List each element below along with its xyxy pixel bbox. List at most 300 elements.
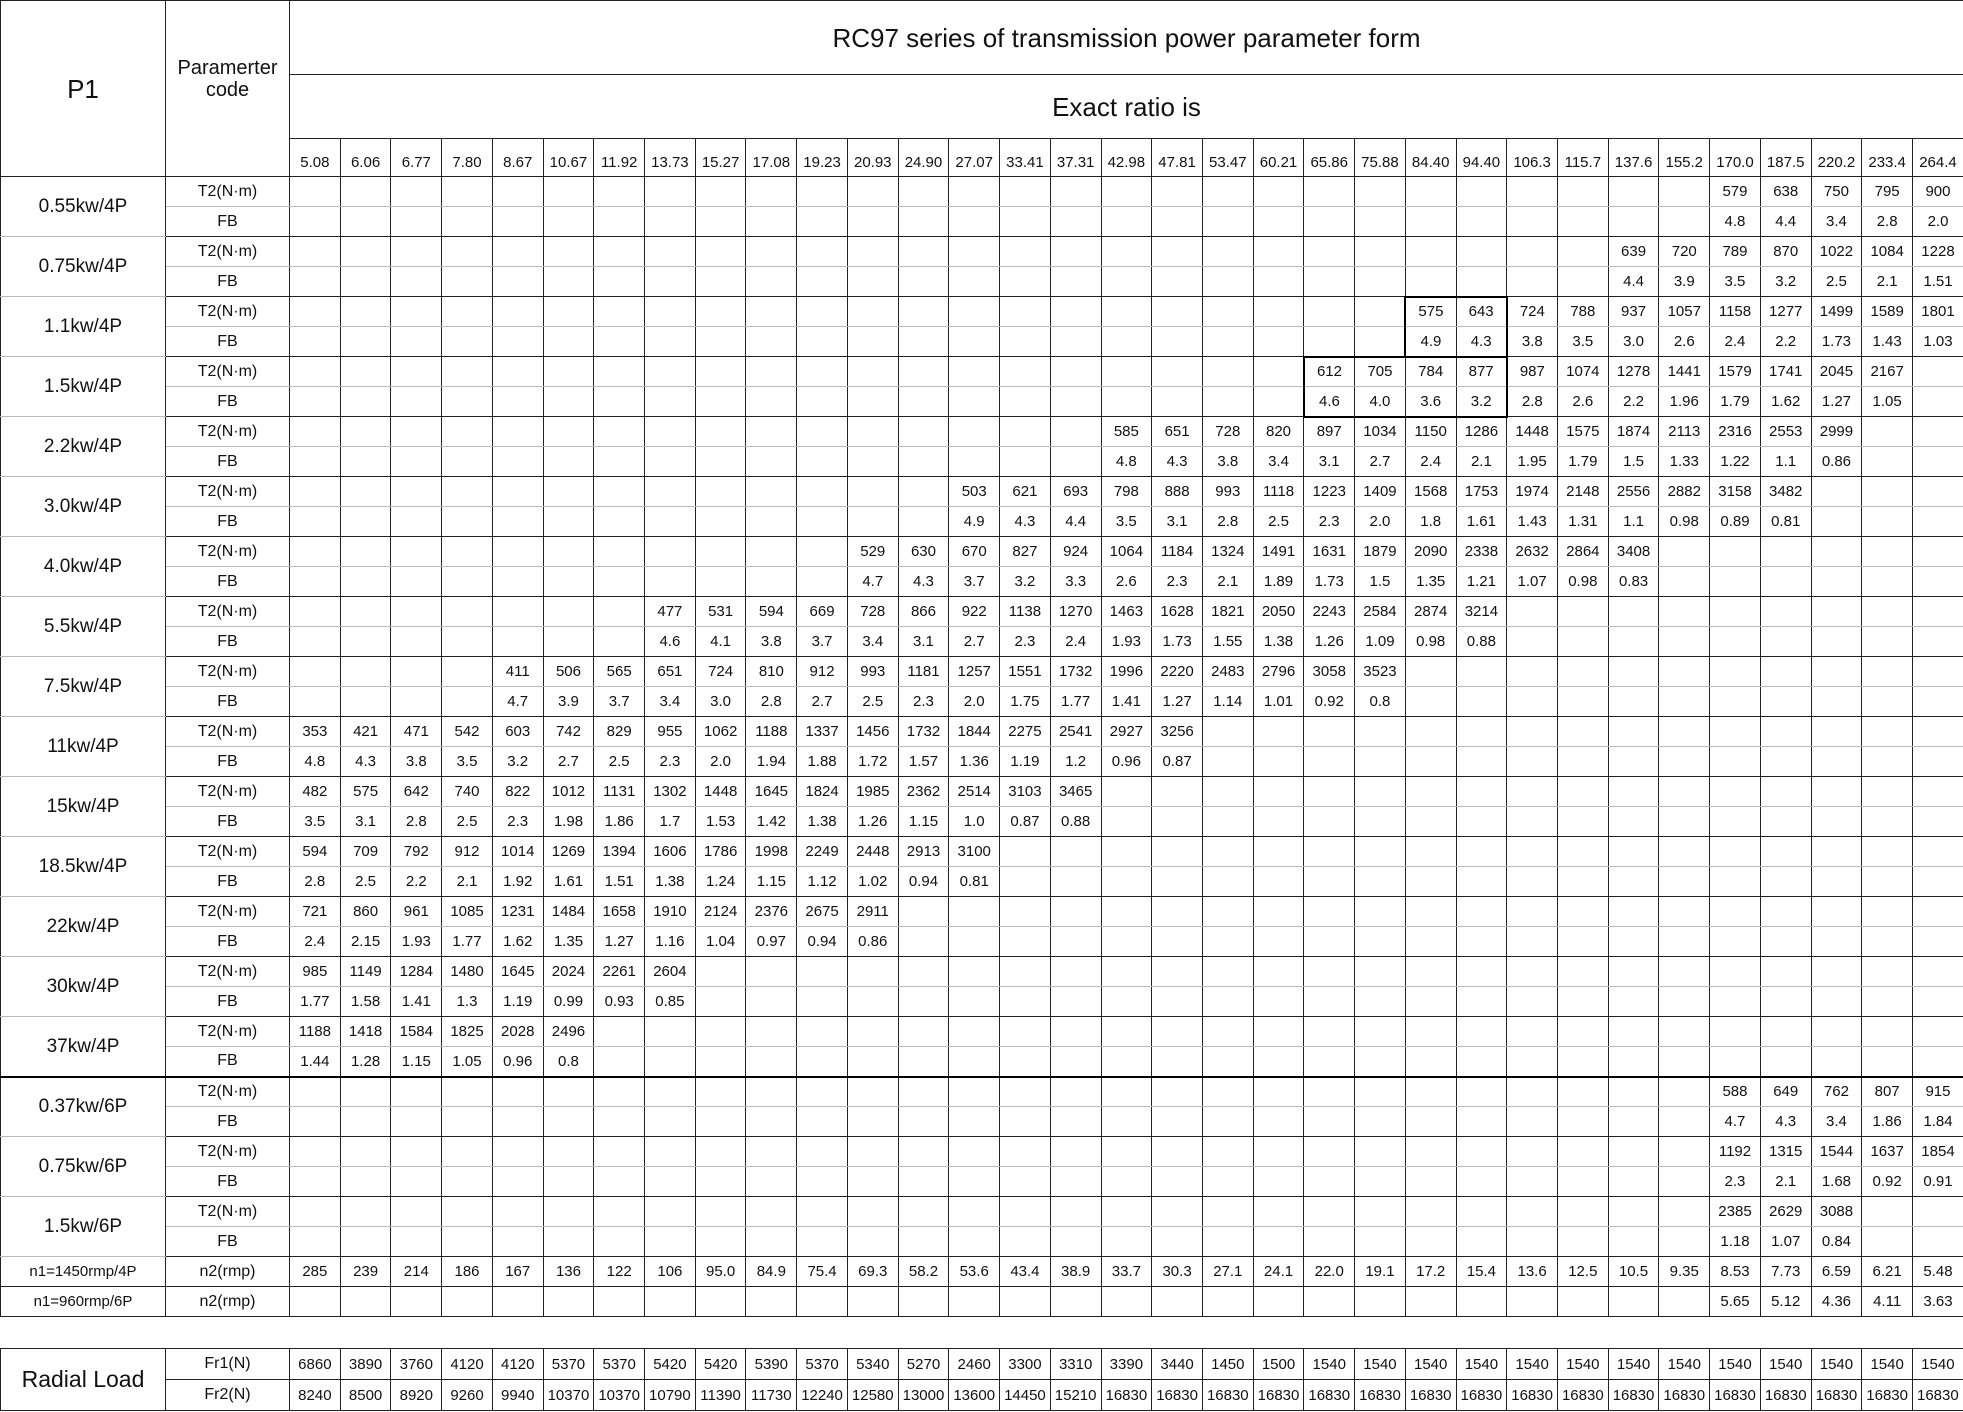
value-cell: 0.88 (1456, 627, 1507, 657)
value-cell: 353 (290, 717, 341, 747)
empty-cell (1000, 1227, 1051, 1257)
value-cell: 3.6 (1405, 387, 1456, 417)
empty-cell (898, 327, 949, 357)
empty-cell (1608, 777, 1659, 807)
value-cell: 750 (1811, 177, 1862, 207)
value-cell: 0.96 (1101, 747, 1152, 777)
empty-cell (1507, 897, 1558, 927)
empty-cell (1659, 1137, 1710, 1167)
empty-cell (1456, 1227, 1507, 1257)
value-cell: 477 (645, 597, 696, 627)
value-cell: 3.0 (695, 687, 746, 717)
empty-cell (1557, 627, 1608, 657)
value-cell: 0.92 (1862, 1167, 1913, 1197)
value-cell: 642 (391, 777, 442, 807)
empty-cell (1456, 987, 1507, 1017)
empty-cell (1202, 1227, 1253, 1257)
empty-cell (1000, 1287, 1051, 1317)
value-cell: 16830 (1304, 1380, 1355, 1411)
empty-cell (695, 237, 746, 267)
empty-cell (1710, 867, 1761, 897)
empty-cell (1405, 207, 1456, 237)
empty-cell (1355, 837, 1406, 867)
value-cell: 6.59 (1811, 1257, 1862, 1287)
empty-cell (1050, 327, 1101, 357)
value-cell: 1.26 (847, 807, 898, 837)
empty-cell (645, 1287, 696, 1317)
empty-cell (645, 417, 696, 447)
empty-cell (594, 1077, 645, 1107)
parameter-code: T2(N·m) (166, 657, 290, 687)
value-cell: 1540 (1405, 1349, 1456, 1380)
value-cell: 2.7 (949, 627, 1000, 657)
empty-cell (1456, 867, 1507, 897)
empty-cell (1050, 357, 1101, 387)
empty-cell (1760, 927, 1811, 957)
value-cell: 1540 (1862, 1349, 1913, 1380)
empty-cell (1811, 867, 1862, 897)
value-cell: 0.86 (847, 927, 898, 957)
empty-cell (1608, 867, 1659, 897)
value-cell: 69.3 (847, 1257, 898, 1287)
value-cell: 3.1 (898, 627, 949, 657)
empty-cell (1000, 237, 1051, 267)
empty-cell (1760, 1017, 1811, 1047)
empty-cell (746, 357, 797, 387)
empty-cell (442, 267, 493, 297)
value-cell: 1181 (898, 657, 949, 687)
value-cell: 2.3 (1710, 1167, 1761, 1197)
empty-cell (340, 1287, 391, 1317)
value-cell: 1315 (1760, 1137, 1811, 1167)
empty-cell (1355, 1197, 1406, 1227)
empty-cell (340, 1077, 391, 1107)
empty-cell (1862, 447, 1913, 477)
ratio-header-cell: 24.90 (898, 139, 949, 177)
torque-row (1, 597, 1963, 627)
radial-load-table (0, 1348, 1963, 1411)
value-cell: 1874 (1608, 417, 1659, 447)
empty-cell (1253, 717, 1304, 747)
empty-cell (746, 207, 797, 237)
value-cell: 1.5 (1355, 567, 1406, 597)
value-cell: 0.85 (645, 987, 696, 1017)
empty-cell (1760, 687, 1811, 717)
empty-cell (1355, 327, 1406, 357)
empty-cell (847, 1197, 898, 1227)
empty-cell (1050, 1137, 1101, 1167)
empty-cell (1101, 867, 1152, 897)
parameter-code: T2(N·m) (166, 717, 290, 747)
empty-cell (1913, 597, 1963, 627)
value-cell: 1.41 (1101, 687, 1152, 717)
value-cell: 17.2 (1405, 1257, 1456, 1287)
empty-cell (695, 567, 746, 597)
empty-cell (594, 327, 645, 357)
value-cell: 214 (391, 1257, 442, 1287)
empty-cell (1405, 267, 1456, 297)
empty-cell (442, 1137, 493, 1167)
empty-cell (1405, 1227, 1456, 1257)
empty-cell (949, 417, 1000, 447)
value-cell: 3300 (1000, 1349, 1051, 1380)
empty-cell (1862, 1017, 1913, 1047)
value-cell: 3.8 (746, 627, 797, 657)
empty-cell (543, 477, 594, 507)
empty-cell (1608, 1167, 1659, 1197)
value-cell: 1540 (1913, 1349, 1963, 1380)
empty-cell (290, 627, 341, 657)
value-cell: 2604 (645, 957, 696, 987)
value-cell: 1540 (1355, 1349, 1406, 1380)
empty-cell (1202, 327, 1253, 357)
value-cell: 720 (1659, 237, 1710, 267)
value-cell: 1.12 (797, 867, 848, 897)
empty-cell (1913, 357, 1963, 387)
empty-cell (1050, 417, 1101, 447)
empty-cell (797, 1167, 848, 1197)
value-cell: 649 (1760, 1077, 1811, 1107)
value-cell: 1.88 (797, 747, 848, 777)
ratio-header-cell: 7.80 (442, 139, 493, 177)
value-cell: 1575 (1557, 417, 1608, 447)
empty-cell (1608, 717, 1659, 747)
empty-cell (1152, 237, 1203, 267)
empty-cell (594, 237, 645, 267)
ratio-header-cell: 65.86 (1304, 139, 1355, 177)
empty-cell (898, 507, 949, 537)
value-cell: 16830 (1710, 1380, 1761, 1411)
value-cell: 13000 (898, 1380, 949, 1411)
empty-cell (1659, 987, 1710, 1017)
empty-cell (1101, 357, 1152, 387)
value-cell: 2.1 (1456, 447, 1507, 477)
empty-cell (1862, 747, 1913, 777)
power-label: 0.55kw/4P (1, 177, 166, 237)
value-cell: 3.8 (1507, 327, 1558, 357)
empty-cell (391, 267, 442, 297)
value-cell: 15.4 (1456, 1257, 1507, 1287)
empty-cell (797, 297, 848, 327)
value-cell: 2.3 (1000, 627, 1051, 657)
empty-cell (695, 1077, 746, 1107)
empty-cell (1557, 1017, 1608, 1047)
value-cell: 1228 (1913, 237, 1963, 267)
empty-cell (391, 567, 442, 597)
empty-cell (1050, 1167, 1101, 1197)
empty-cell (1000, 1107, 1051, 1137)
empty-cell (391, 1287, 442, 1317)
value-cell: 2362 (898, 777, 949, 807)
empty-cell (1253, 777, 1304, 807)
value-cell: 3310 (1050, 1349, 1101, 1380)
empty-cell (847, 1047, 898, 1077)
empty-cell (594, 1197, 645, 1227)
value-cell: 84.9 (746, 1257, 797, 1287)
value-cell: 1540 (1507, 1349, 1558, 1380)
empty-cell (1152, 1167, 1203, 1197)
empty-cell (1557, 1047, 1608, 1077)
torque-row (1, 717, 1963, 747)
value-cell: 2514 (949, 777, 1000, 807)
empty-cell (1101, 927, 1152, 957)
power-label: 5.5kw/4P (1, 597, 166, 657)
value-cell: 1.3 (442, 987, 493, 1017)
ratio-header-cell: 8.67 (492, 139, 543, 177)
value-cell: 1192 (1710, 1137, 1761, 1167)
empty-cell (695, 987, 746, 1017)
empty-cell (543, 1167, 594, 1197)
value-cell: 1138 (1000, 597, 1051, 627)
empty-cell (492, 237, 543, 267)
value-cell: 888 (1152, 477, 1203, 507)
empty-cell (290, 567, 341, 597)
empty-cell (391, 297, 442, 327)
value-cell: 1.95 (1507, 447, 1558, 477)
empty-cell (442, 477, 493, 507)
value-cell: 3408 (1608, 537, 1659, 567)
empty-cell (695, 417, 746, 447)
value-cell: 1.77 (290, 987, 341, 1017)
empty-cell (1557, 1287, 1608, 1317)
value-cell: 3058 (1304, 657, 1355, 687)
output-speed-row (1, 1257, 1963, 1287)
parameter-code: T2(N·m) (166, 1137, 290, 1167)
value-cell: 1491 (1253, 537, 1304, 567)
empty-cell (1253, 747, 1304, 777)
empty-cell (594, 1167, 645, 1197)
value-cell: 1.09 (1355, 627, 1406, 657)
service-factor-row (1, 807, 1963, 837)
empty-cell (1253, 1227, 1304, 1257)
empty-cell (1355, 747, 1406, 777)
value-cell: 1014 (492, 837, 543, 867)
ratio-header-cell: 42.98 (1101, 139, 1152, 177)
empty-cell (1913, 897, 1963, 927)
empty-cell (1456, 1017, 1507, 1047)
value-cell: 2.3 (492, 807, 543, 837)
value-cell: 565 (594, 657, 645, 687)
power-label: 15kw/4P (1, 777, 166, 837)
empty-cell (645, 1077, 696, 1107)
empty-cell (1355, 297, 1406, 327)
parameter-code: FB (166, 687, 290, 717)
empty-cell (442, 297, 493, 327)
empty-cell (1913, 927, 1963, 957)
value-cell: 1480 (442, 957, 493, 987)
empty-cell (1101, 1167, 1152, 1197)
empty-cell (543, 1137, 594, 1167)
value-cell: 588 (1710, 1077, 1761, 1107)
value-cell: 0.99 (543, 987, 594, 1017)
value-cell: 3.2 (492, 747, 543, 777)
ratio-header-cell: 33.41 (1000, 139, 1051, 177)
value-cell: 5.12 (1760, 1287, 1811, 1317)
value-cell: 9260 (442, 1380, 493, 1411)
value-cell: 1.8 (1405, 507, 1456, 537)
service-factor-row (1, 747, 1963, 777)
empty-cell (1000, 897, 1051, 927)
empty-cell (949, 177, 1000, 207)
value-cell: 1418 (340, 1017, 391, 1047)
value-cell: 0.83 (1608, 567, 1659, 597)
value-cell: 542 (442, 717, 493, 747)
value-cell: 3.8 (391, 747, 442, 777)
value-cell: 4.4 (1050, 507, 1101, 537)
value-cell: 2.8 (391, 807, 442, 837)
empty-cell (1557, 1107, 1608, 1137)
empty-cell (1862, 597, 1913, 627)
value-cell: 3.4 (645, 687, 696, 717)
empty-cell (1152, 927, 1203, 957)
service-factor-row (1, 567, 1963, 597)
empty-cell (1659, 957, 1710, 987)
empty-cell (1811, 837, 1862, 867)
value-cell: 75.4 (797, 1257, 848, 1287)
empty-cell (797, 237, 848, 267)
empty-cell (1557, 1227, 1608, 1257)
value-cell: 2874 (1405, 597, 1456, 627)
empty-cell (1355, 177, 1406, 207)
value-cell: 3440 (1152, 1349, 1203, 1380)
empty-cell (1760, 627, 1811, 657)
value-cell: 471 (391, 717, 442, 747)
empty-cell (695, 1287, 746, 1317)
empty-cell (1152, 957, 1203, 987)
value-cell: 705 (1355, 357, 1406, 387)
empty-cell (949, 987, 1000, 1017)
empty-cell (1913, 807, 1963, 837)
empty-cell (1253, 237, 1304, 267)
parameter-code: T2(N·m) (166, 777, 290, 807)
empty-cell (543, 447, 594, 477)
empty-cell (442, 1287, 493, 1317)
empty-cell (746, 1197, 797, 1227)
parameter-code: T2(N·m) (166, 597, 290, 627)
empty-cell (391, 1107, 442, 1137)
value-cell: 2124 (695, 897, 746, 927)
value-cell: 2.5 (594, 747, 645, 777)
parameter-code-label: Paramerter code (177, 57, 278, 101)
empty-cell (847, 417, 898, 447)
empty-cell (1202, 897, 1253, 927)
value-cell: 30.3 (1152, 1257, 1203, 1287)
value-cell: 2541 (1050, 717, 1101, 747)
value-cell: 2.3 (645, 747, 696, 777)
value-cell: 1.75 (1000, 687, 1051, 717)
empty-cell (492, 597, 543, 627)
value-cell: 1.89 (1253, 567, 1304, 597)
value-cell: 1284 (391, 957, 442, 987)
empty-cell (1557, 597, 1608, 627)
empty-cell (1456, 1047, 1507, 1077)
empty-cell (1862, 957, 1913, 987)
ratio-header-cell: 11.92 (594, 139, 645, 177)
empty-cell (442, 417, 493, 447)
empty-cell (797, 177, 848, 207)
empty-cell (1202, 717, 1253, 747)
empty-cell (1101, 1047, 1152, 1077)
value-cell: 1448 (1507, 417, 1558, 447)
empty-cell (1355, 717, 1406, 747)
empty-cell (543, 327, 594, 357)
value-cell: 10790 (645, 1380, 696, 1411)
empty-cell (1202, 837, 1253, 867)
empty-cell (1101, 987, 1152, 1017)
empty-cell (594, 597, 645, 627)
value-cell: 792 (391, 837, 442, 867)
empty-cell (1355, 1167, 1406, 1197)
empty-cell (746, 567, 797, 597)
empty-cell (492, 267, 543, 297)
empty-cell (340, 327, 391, 357)
empty-cell (543, 597, 594, 627)
value-cell: 1.92 (492, 867, 543, 897)
empty-cell (290, 447, 341, 477)
value-cell: 5.48 (1913, 1257, 1963, 1287)
empty-cell (746, 447, 797, 477)
value-cell: 2.8 (1202, 507, 1253, 537)
power-label: 0.75kw/6P (1, 1137, 166, 1197)
empty-cell (1913, 537, 1963, 567)
value-cell: 651 (1152, 417, 1203, 447)
empty-cell (1152, 1287, 1203, 1317)
value-cell: 3256 (1152, 717, 1203, 747)
empty-cell (340, 627, 391, 657)
value-cell: 1057 (1659, 297, 1710, 327)
empty-cell (1557, 237, 1608, 267)
parameter-code: FB (166, 1047, 290, 1077)
empty-cell (1202, 267, 1253, 297)
empty-cell (340, 477, 391, 507)
empty-cell (1608, 177, 1659, 207)
empty-cell (847, 267, 898, 297)
value-cell: 1.68 (1811, 1167, 1862, 1197)
value-cell: 1631 (1304, 537, 1355, 567)
value-cell: 987 (1507, 357, 1558, 387)
value-cell: 621 (1000, 477, 1051, 507)
parameter-code: FB (166, 987, 290, 1017)
empty-cell (1811, 627, 1862, 657)
empty-cell (1253, 1137, 1304, 1167)
value-cell: 900 (1913, 177, 1963, 207)
empty-cell (949, 1167, 1000, 1197)
empty-cell (746, 387, 797, 417)
empty-cell (1760, 657, 1811, 687)
empty-cell (949, 387, 1000, 417)
value-cell: 1.62 (492, 927, 543, 957)
ratio-header-cell: 220.2 (1811, 139, 1862, 177)
empty-cell (1304, 1227, 1355, 1257)
value-cell: 1825 (442, 1017, 493, 1047)
value-cell: 3088 (1811, 1197, 1862, 1227)
empty-cell (1862, 477, 1913, 507)
value-cell: 1302 (645, 777, 696, 807)
empty-cell (1557, 687, 1608, 717)
empty-cell (1405, 1107, 1456, 1137)
value-cell: 2316 (1710, 417, 1761, 447)
value-cell: 3482 (1760, 477, 1811, 507)
empty-cell (1507, 1137, 1558, 1167)
table-title: RC97 series of transmission power parameter form (290, 1, 1963, 75)
empty-cell (340, 207, 391, 237)
empty-cell (1659, 207, 1710, 237)
empty-cell (898, 1107, 949, 1137)
empty-cell (1000, 927, 1051, 957)
service-factor-row (1, 987, 1963, 1017)
empty-cell (1253, 927, 1304, 957)
empty-cell (645, 1227, 696, 1257)
